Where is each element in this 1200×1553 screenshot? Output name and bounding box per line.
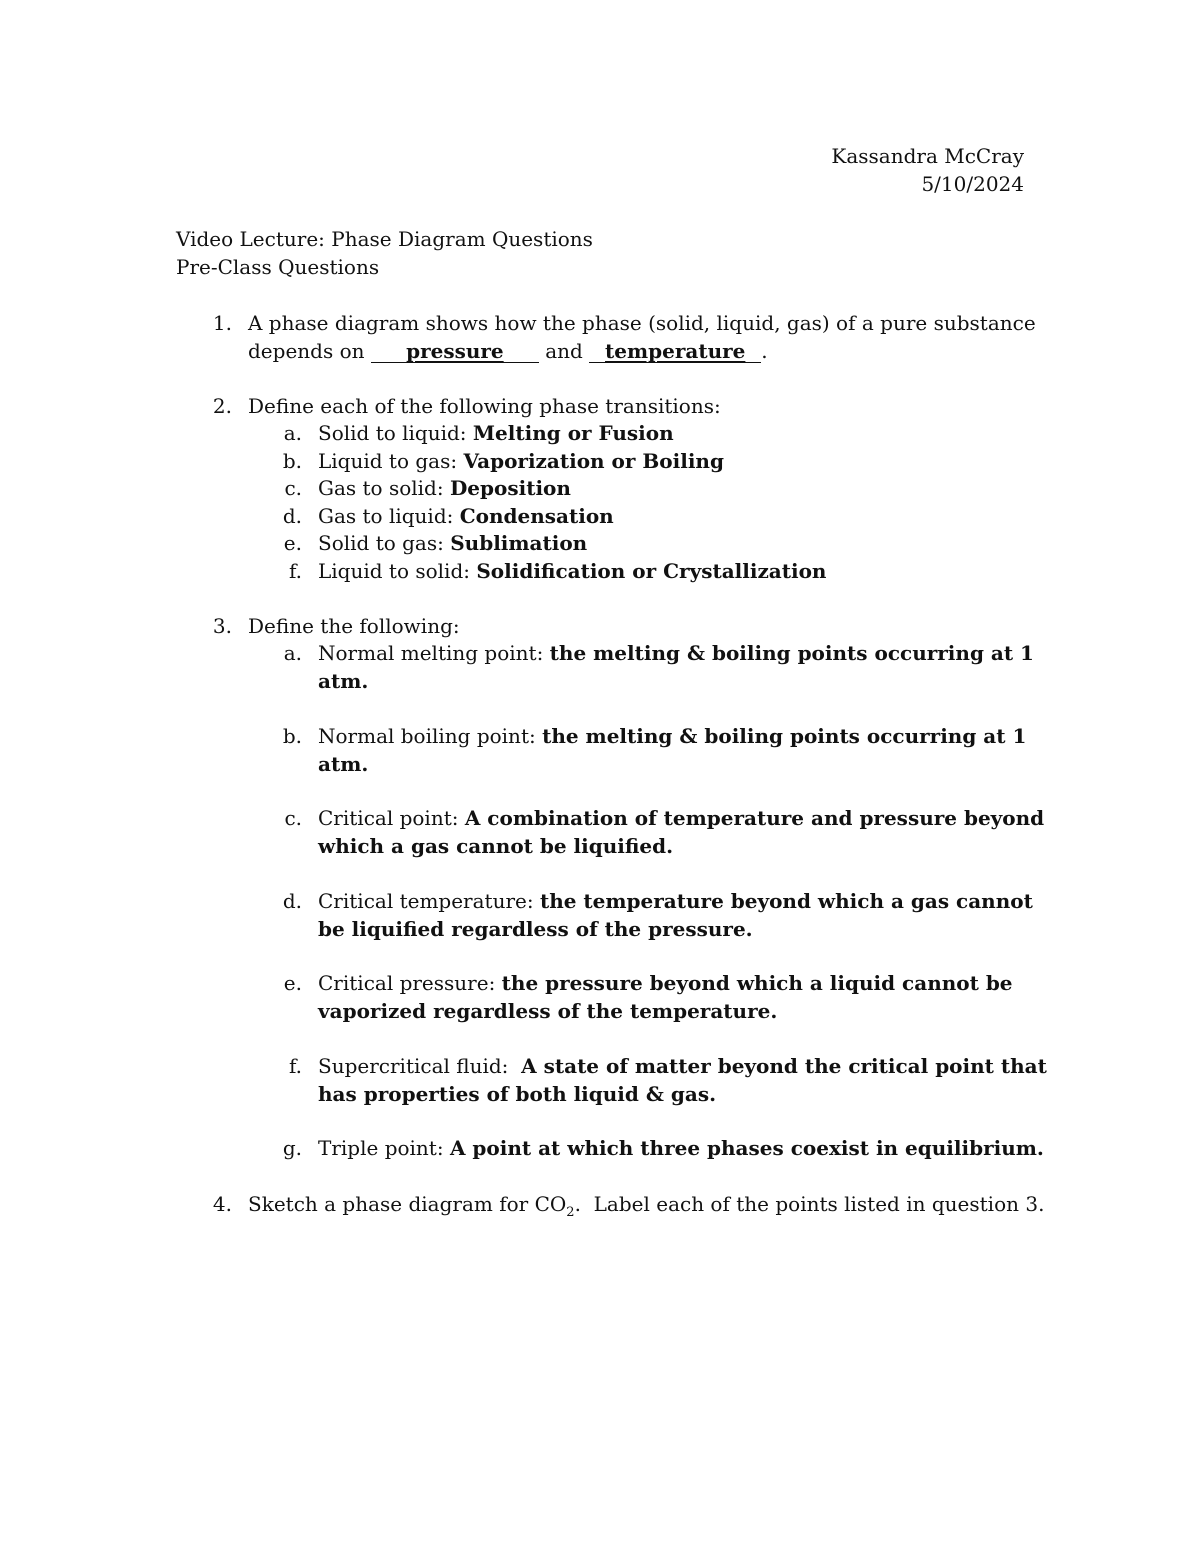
list-item (318, 504, 614, 528)
item-letter: a. (283, 641, 302, 665)
question-3-prompt: Define the following: (248, 614, 460, 638)
item-answer-continued (318, 917, 753, 941)
item-answer: which a gas cannot be liquified. (318, 834, 674, 858)
item-answer: atm. (318, 669, 369, 693)
document-title: Video Lecture: Phase Diagram Questions (176, 227, 593, 251)
item-letter: f. (288, 1054, 302, 1078)
item-letter: e. (283, 971, 302, 995)
list-item (318, 1136, 1044, 1160)
item-label: Triple point: (318, 1136, 450, 1160)
question-1-connector: and (545, 339, 583, 363)
item-answer: A point at which three phases coexist in equilibrium. (449, 1136, 1044, 1160)
list-item (318, 476, 571, 500)
item-label: Liquid to gas: (318, 449, 464, 473)
subscript-2: 2 (566, 1205, 575, 1220)
item-label: Normal boiling point: (318, 724, 543, 748)
item-letter: f. (288, 559, 302, 583)
item-letter: g. (282, 1136, 302, 1160)
item-answer: Deposition (449, 476, 571, 500)
item-label: Liquid to solid: (318, 559, 477, 583)
question-1-prefix: depends on (248, 339, 365, 363)
list-item (318, 421, 674, 445)
item-answer: atm. (318, 752, 369, 776)
item-answer: Vaporization or Boiling (463, 449, 724, 473)
item-label: Critical point: (318, 806, 465, 830)
item-letter: c. (284, 806, 302, 830)
list-item (318, 724, 1026, 748)
item-label: Critical temperature: (318, 889, 540, 913)
item-answer: the melting & boiling points occurring at 1 (542, 724, 1027, 748)
question-number: 4. (212, 1192, 232, 1216)
item-answer: Condensation (459, 504, 614, 528)
answer-pressure: pressure (406, 339, 504, 363)
item-letter: d. (282, 504, 302, 528)
item-answer-continued (318, 834, 673, 858)
question-number: 1. (212, 311, 232, 335)
author-name: Kassandra McCray (831, 144, 1024, 168)
item-answer: Sublimation (450, 531, 588, 555)
list-item (318, 559, 826, 583)
list-item (318, 531, 587, 555)
document-date: 5/10/2024 (921, 172, 1024, 196)
item-answer: Melting or Fusion (472, 421, 674, 445)
item-answer: be liquified regardless of the pressure. (318, 917, 753, 941)
item-letter: a. (283, 421, 302, 445)
item-answer-continued (318, 752, 368, 776)
item-label: Gas to solid: (318, 476, 450, 500)
answer-temperature: temperature (605, 339, 746, 363)
document-subtitle: Pre-Class Questions (176, 255, 380, 279)
item-label: Critical pressure: (318, 971, 502, 995)
item-answer: vaporized regardless of the temperature. (318, 999, 778, 1023)
list-item (318, 449, 724, 473)
list-item (318, 971, 1013, 995)
list-item (318, 1054, 1047, 1078)
item-answer: A combination of temperature and pressure beyond (464, 806, 1045, 830)
item-label: Gas to liquid: (318, 504, 460, 528)
item-label: Solid to gas: (318, 531, 451, 555)
question-1-end: . (761, 339, 768, 363)
list-item (318, 889, 1033, 913)
list-item (318, 641, 1034, 665)
item-letter: e. (283, 531, 302, 555)
question-2-prompt: Define each of the following phase transitions: (248, 394, 721, 418)
question-number: 3. (212, 614, 232, 638)
item-answer: the melting & boiling points occurring at 1 (549, 641, 1034, 665)
item-label: Normal melting point: (318, 641, 550, 665)
item-answer: Solidification or Crystallization (476, 559, 827, 583)
question-1-blanks (248, 339, 768, 363)
answer-blank-pressure (371, 340, 539, 363)
item-answer: has properties of both liquid & gas. (318, 1082, 717, 1106)
item-letter: d. (282, 889, 302, 913)
item-answer-continued (318, 999, 777, 1023)
question-number: 2. (212, 394, 232, 418)
question-4-text (248, 1192, 1044, 1220)
item-label: Supercritical fluid: (318, 1054, 522, 1078)
list-item (318, 806, 1044, 830)
item-answer-continued (318, 1082, 716, 1106)
item-answer: the pressure beyond which a liquid cannot be (501, 971, 1013, 995)
question-4-text-before: Sketch a phase diagram for CO (248, 1192, 567, 1216)
item-answer-continued (318, 669, 368, 693)
item-answer: the temperature beyond which a gas cannot (539, 889, 1033, 913)
question-4-text-after: . Label each of the points listed in question 3. (574, 1192, 1045, 1216)
item-answer: A state of matter beyond the critical point that (521, 1054, 1047, 1078)
item-letter: b. (282, 724, 302, 748)
item-label: Solid to liquid: (318, 421, 473, 445)
question-1-text: A phase diagram shows how the phase (solid, liquid, gas) of a pure substance (248, 311, 1036, 335)
item-letter: b. (282, 449, 302, 473)
answer-blank-temperature (589, 340, 761, 363)
item-letter: c. (284, 476, 302, 500)
